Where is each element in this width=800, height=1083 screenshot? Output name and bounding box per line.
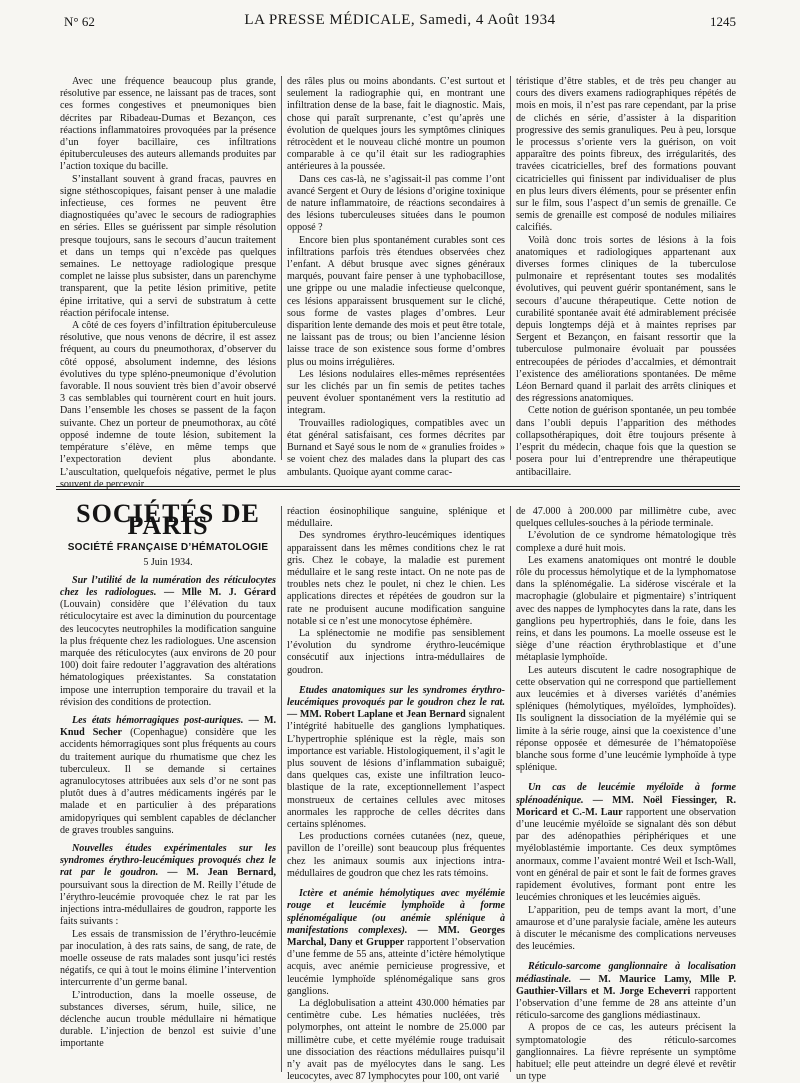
abstract-title: Un cas de leucémie myéloïde à forme splénoadénique. (516, 782, 736, 806)
paragraph: Les lésions nodulaires elles-mêmes représentées sur les clichés par un fin semis de petites taches peuvent évoluer spontanément vers la restitutio ad integram. (287, 368, 505, 417)
paragraph: Avec une fréquence beaucoup plus grande, résolutive par essence, ne laissant pas de traces, sont ces formes congestives et pneumoniques bien décrites par Ribadeau-Dumas et Bezançon, ces réactions inflammatoires provoquées par la présence d’un foyer bacillaire, ces infiltrations épituberculeuses des auteurs allemands produites par l’action toxique du bacille. (60, 76, 276, 173)
paragraph: réaction éosinophilique sanguine, splénique et médullaire. (287, 506, 505, 530)
abstract-title: Etudes anatomiques sur les syndromes érythro-leucémiques provoqués par le goudron chez le rat. (287, 684, 505, 709)
abstract-authors: — MM. Noël Fiessinger, R. Moricard et C.-M. Laur (516, 794, 736, 818)
section-rule (56, 486, 740, 487)
paragraph: Les productions cornées cutanées (nez, queue, pavillon de l’oreille) sont beaucoup plus fréquentes chez les animaux soumis aux injections intra-médullaires de goudron que chez les rats témoins. (287, 831, 505, 879)
column-divider (281, 506, 282, 1072)
paragraph: Les examens anatomiques ont montré le double rôle du processus hémolytique et de la lymphomatose dans la splénomégalie. La sidérose viscérale et la macrophagie (globulaire et pigmentaire) s’intriquent avec des nappes de lymphocytes dans la rate, dans les ganglions peu hypertrophiés, dans le foie, dans les reins, et dans les poumons. La moelle osseuse est le siège d’une réaction érythroblastique et d’une métaplasie lymphoïde. (516, 554, 736, 664)
paragraph: téristique d’être stables, et de très peu changer au cours des divers examens radiographiques répétés de mois en mois, il n’est pas rare cependant, par la prise de clichés en série, d’assister à la disparition progressive des semis granuliques. Peu à peu, lorsque le processus s’oriente vers la guérison, on voit apparaître des points fibreux, des irrégularités, des travées cicatricielles, bref des formations pouvant cicatricielles qui finissent par individualiser de plus en plus leurs divers éléments, pour se présenter enfin sur le film, sous l’aspect d’un semis de grenaille. Ce semis de grenaille est composé de nodules miliaires calcifiés. (516, 76, 736, 234)
abstract-text: signalent l’intégrité habituelle des ganglions lymphatiques. L’hypertrophie splénique est la règle, mais son importance est variable. Histologiquement, il s’agit le plus souvent de lésions d’inflammation subaiguë; dans quelques cas, existe une infiltration leuco-blastique de la rate, exceptionnellement l’aspect monstrueux de certaines cellules avec mitoses anormales les rapproche de celles décrites dans certains splénomes. (287, 709, 505, 831)
abstract (60, 575, 276, 709)
meeting-date: 5 Juin 1934. (143, 556, 193, 568)
abstract-authors: — M. Jean Bernard, (167, 867, 276, 879)
paragraph: S’installant souvent à grand fracas, pauvres en signe stéthoscopiques, faisant penser à une maladie infectieuse, ces formes ne peuvent être diagnostiquées qu’avec le secours de radiographies en séries. Elles se guérissent par simple résolution presque toujours, sans le secours d’aucun traitement et dans un temps qui n’excède pas quelques semaines. Le nettoyage radiologique presque complet ne laisse plus subsister, dans un parenchyme transparent, que la petite lésion primitive, petite épine irritative, qui a servi de substratum à cette réaction périfocale intense. (60, 173, 276, 319)
abstract-title: Réticulo-sarcome ganglionnaire à localisation médiastinale. (516, 961, 736, 985)
article-column-3 (516, 76, 736, 478)
abstract-authors: — MM. Georges Marchal, Dany et Grupper (287, 924, 505, 948)
abstract-title: Nouvelles études expérimentales sur les syndromes érythro-leucémiques provoqués chez le rat par le goudron. (60, 843, 276, 879)
paragraph: Trouvailles radiologiques, compatibles avec un état général satisfaisant, ces formes décrites par Burnand et Sayé sous le nom de « granulies froides » se voient chez des malades dans la plupart des cas ambulants. Quoique ayant comme carac- (287, 417, 505, 478)
abstract-text: poursuivant sous la direction de M. Reilly l’étude de l’érythro-leucémie provoquée chez le rat par les injections intra-médullaires de goudron, rapporte les faits suivants : (60, 879, 276, 928)
paragraph: La splénectomie ne modifie pas sensiblement l’évolution du syndrome érythro-leucémique consécutif aux injections intra-médullaires de goudron. (287, 628, 505, 676)
societies-column-1 (60, 499, 276, 1074)
column-divider (281, 76, 282, 460)
paragraph: L’apparition, peu de temps avant la mort, d’une amaurose et d’une paralysie faciale, amène les auteurs à discuter le mécanisme des complications nerveuses des leucémies. (516, 904, 736, 953)
abstract-title: Sur l’utilité de la numération des réticulocytes chez les radiologues. (60, 574, 276, 599)
abstract (287, 888, 505, 1083)
article-column-1 (60, 76, 276, 490)
abstract (60, 715, 276, 837)
paragraph: de 47.000 à 200.000 par millimètre cube, avec quelques cellules-souches à la période terminale. (516, 506, 736, 530)
abstract (516, 961, 736, 1083)
section-title: SOCIÉTÉS DE PARIS (76, 499, 260, 541)
abstract-text: rapportent l’observation d’une femme de 28 ans atteinte d’un réticulo-sarcome des ganglions médiastinaux. (516, 985, 736, 1022)
paragraph: A propos de ce cas, les auteurs précisent la symptomatologie des réticulo-sarcomes ganglionnaires. La fièvre représente un symptôme habituel; elle peut atteindre un degré élevé et revêtir un type (516, 1022, 736, 1083)
abstract (287, 685, 505, 880)
column-divider (510, 506, 511, 1072)
journal-title: LA PRESSE MÉDICALE, Samedi, 4 Août 1934 (244, 12, 556, 28)
page-number: N° 62 (64, 14, 95, 29)
paragraph: Les essais de transmission de l’érythro-leucémie par inoculation, à des rats sains, de sang, de rate, de moelle osseuse de rats malades sont jusqu’ici restés négatifs, ce qui à tout le moins élimine l’intervention intercurrente d’un germe banal. (60, 928, 276, 989)
paragraph: Cette notion de guérison spontanée, un peu tombée dans l’oubli depuis l’apparition des méthodes collapsothérapiques, doit être toujours présente à l’esprit du médecin, chaque fois que la question se posera pour lui d’entreprendre une thérapeutique antibacillaire. (516, 405, 736, 478)
paragraph: L’évolution de ce syndrome hématologique très complexe a duré huit mois. (516, 530, 736, 554)
paragraph: La déglobulisation a atteint 430.000 hématies par centimètre cube. Les hématies nucléées, très polymorphes, ont atteint le nombre de 25.000 par millimètre cube, et cette myélémie rouge traduisait une dissociation des réactions médullaires puisqu’il n’y avait pas de myélocytes dans le sang. Les leucocytes, avec 87 lymphocytes pour 100, ont varié (287, 997, 505, 1083)
paragraph: Voilà donc trois sortes de lésions à la fois anatomiques et radiologiques appartenant aux diverses formes cliniques de la tuberculose pulmonaire et représentant toutes ses modalités évolutives, qui peuvent guérir spontanément, sans le secours d’aucune thérapeutique. Cette notion de curabilité spontanée avait été admirablement précisée depuis longtemps déjà et à maintes reprises par Sergent et Bezançon, en faisant ressortir que la tuberculose pulmonaire évoluait par poussées entrecoupées de périodes d’accalmies, et démontrait l’existence des améliorations spontanées. De même Léon Bernard quand il parlait des arrêts cliniques et des régressions anatomiques. (516, 234, 736, 405)
abstract (60, 843, 276, 1050)
abstract-title: Les états hémorragiques post-auriques. (72, 715, 244, 727)
societies-column-2 (287, 506, 506, 1083)
column-divider (510, 76, 511, 460)
abstract-authors: — M. Knud Secher (60, 715, 276, 739)
paragraph: des râles plus ou moins abondants. C’est surtout et seulement la radiographie qui, en montrant une infiltration dense de la base, fait le diagnostic. Mais, chose qui paraît surprenante, c’est qu’après une évolution de quelques jours les symptômes cliniques rétrocèdent et le nouveau cliché montre un poumon comparable à ce qu’il était sur les radiographies antérieures à la poussée. (287, 76, 505, 173)
paragraph: Encore bien plus spontanément curables sont ces infiltrations parfois très étendues observées chez l’enfant. A début brusque avec signes généraux marqués, pouvant faire penser à une typhobacillose, une grippe ou une maladie infectieuse quelconque, ces lésions apparaissent brusquement sur le cliché, sous forme de vastes plages d’ombres. Leur disparition lente demande des mois et peut être totale, ne laissant pas de trous; ou bien l’ancienne lésion laisse trace de son existence sous forme d’ombres plus ou moins irrégulières. (287, 234, 505, 368)
abstract-text: rapportent l’observation d’une femme de 55 ans, atteinte d’ictère hémolytique acquis, avec anémie pernicieuse progressive, et leucémie lymphoïde splénomégalique sans gros ganglions. (287, 936, 506, 997)
paragraph: L’introduction, dans la moelle osseuse, de substances diverses, sérum, huile, silice, ne déclenche aucun trouble médullaire ni hématique durable. L’injection de benzol est suivie d’une importante (60, 989, 276, 1050)
abstract-text: rapportent une observation d’une leucémie myéloïde se signalant dès son début par des adénopathies périphériques et une myéloblastémie importante. Ces deux symptômes anormaux, comme l’avaient montré Weil et Isch-Wall, vont en général de pair et sont le fait de formes graves rapidement évolutives, formant pont entre les leucémies chroniques et les leucémies aiguës. (516, 806, 736, 904)
societies-column-3 (516, 506, 736, 1083)
abstract-authors: — Mlle M. J. Gérard (164, 587, 276, 599)
paragraph: Dans ces cas-là, ne s’agissait-il pas comme l’ont avancé Sergent et Oury de lésions d’origine toxinique de nature inflammatoire, de réactions secondaires à des lésions tuberculeuses situées dans le poumon opposé ? (287, 173, 505, 234)
article-column-2 (287, 76, 505, 478)
abstract-title: Ictère et anémie hémolytiques avec myélémie rouge et leucémie lymphoïde à forme splénomégalique (ou anémie splénique à manifestations complexes). (287, 888, 505, 936)
abstract (516, 782, 736, 953)
page-header (64, 10, 736, 38)
paragraph: Les auteurs discutent le cadre nosographique de cette observation qui ne correspond que partiellement aux leucémies et à diverses variétés d’anémies spléniques (hémolytiques, myéloïdes, lymphoïdes). Ils soulignent la dissociation de la myélémie qui se limite à la série rouge, ainsi que la coexistence d’une réponse opposée et démesurée de l’hématopoïèse blanche sous forme d’une leucémie lymphoïde à type splénique. (516, 664, 736, 774)
abstract-text: (Copenhague) considère que les accidents hémorragiques sont plus fréquents au cours du traitement aurique du rhumatisme que chez les tuberculeux. Il se demande si certaines agranulocytoses attribuées aux sels d’or ne sont pas plutôt dues à d’autres médicaments ingérés par le malade et en particulier à des préparations amidopyriques qui semblent capables de déclancher de graves troubles sanguins. (60, 727, 276, 836)
abstract-text: (Louvain) considère que l’élévation du taux réticulocytaire est avec la diminution du pourcentage des leucocytes neutrophiles la modification sanguine la plus fréquente chez les radiologues. Une ascension marquée des réticulocytes (aux environs de 20 pour 100) doit faire redouter l’aggravation des altérations hématologiques préexistantes. Sa constatation impose une interruption temporaire du travail et la révision des conditions de protection. (60, 599, 276, 708)
paragraph: Des syndromes érythro-leucémiques identiques apparaissent dans les mêmes conditions chez le rat gris. Chez le cobaye, la maladie est purement médullaire et le sang reste intact. On ne note pas de troubles nets chez le poulet, ni chez le chien. Les applications directes et répétées de goudron sur la rate ne produisent aucune modification sanguine notable si ce n’est une monocytose éphémère. (287, 530, 505, 627)
section-rule (56, 489, 740, 490)
page-number-right: 1245 (710, 14, 736, 29)
society-name: SOCIÉTÉ FRANÇAISE D’HÉMATOLOGIE (67, 542, 269, 554)
abstract-authors: — MM. Robert Laplane et Jean Bernard (287, 709, 466, 721)
abstract-authors: — M. Maurice Lamy, Mlle P. Gauthier-Villars et M. Jorge Echeverri (516, 973, 736, 997)
paragraph: A côté de ces foyers d’infiltration épituberculeuse résolutive, que nous venons de décrire, il est assez fréquent, au cours du pneumothorax, d’observer du côté opposé, absolument indemne, des lésions évolutives du type spléno-pneumonique d’évolution favorable. Il nous souvient très bien d’avoir observé 3 cas semblables qui tournèrent court en huit jours. Dans l’ensemble les choses se passent de la façon suivante. Chez un porteur de pneumothorax, au côté opposé indemne de toute lésion, subitement la température s’élève, en même temps que l’expectoration devient plus abondante. L’auscultation, quelquefois négative, permet le plus souvent de percevoir (60, 320, 276, 490)
